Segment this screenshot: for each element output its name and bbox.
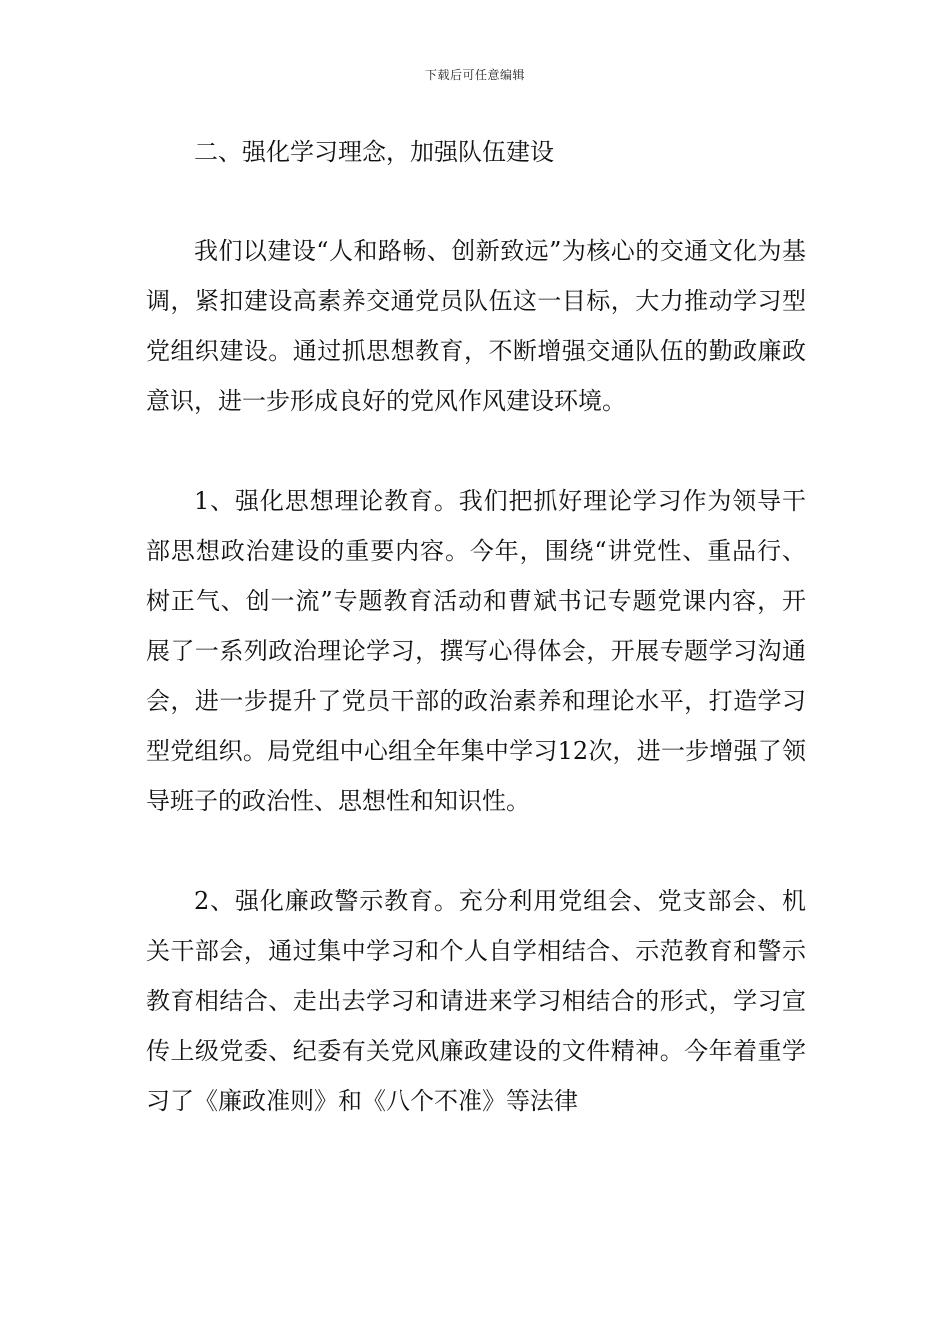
section-heading: 二、强化学习理念，加强队伍建设 [194,138,554,166]
document-body [146,128,806,1126]
paragraph-item-1: 1、强化思想理论教育。我们把抓好理论学习作为领导干部思想政治建设的重要内容。今年，围绕“讲党性、重品行、树正气、创一流”专题教育活动和曹斌书记专题党课内容，开展了一系列政治理论学习，撰写心得体会，开展专题学习沟通会，进一步提升了党员干部的政治素养和理论水平，打造学习型党组织。局党组中心组全年集中学习12次，进一步增强了领导班子的政治性、思想性和知识性。 [146,487,806,815]
paragraph-intro: 我们以建设“人和路畅、创新致远”为核心的交通文化为基调，紧扣建设高素养交通党员队伍这一目标，大力推动学习型党组织建设。通过抓思想教育，不断增强交通队伍的勤政廉政意识，进一步形成良好的党风作风建设环境。 [146,237,806,415]
paragraph-item-2: 2、强化廉政警示教育。充分利用党组会、党支部会、机关干部会，通过集中学习和个人自学相结合、示范教育和警示教育相结合、走出去学习和请进来学习相结合的形式，学习宣传上级党委、纪委有关党风廉政建设的文件精神。今年着重学习了《廉政准则》和《八个不准》等法律 [146,887,806,1115]
header-note: 下载后可任意编辑 [424,68,525,82]
